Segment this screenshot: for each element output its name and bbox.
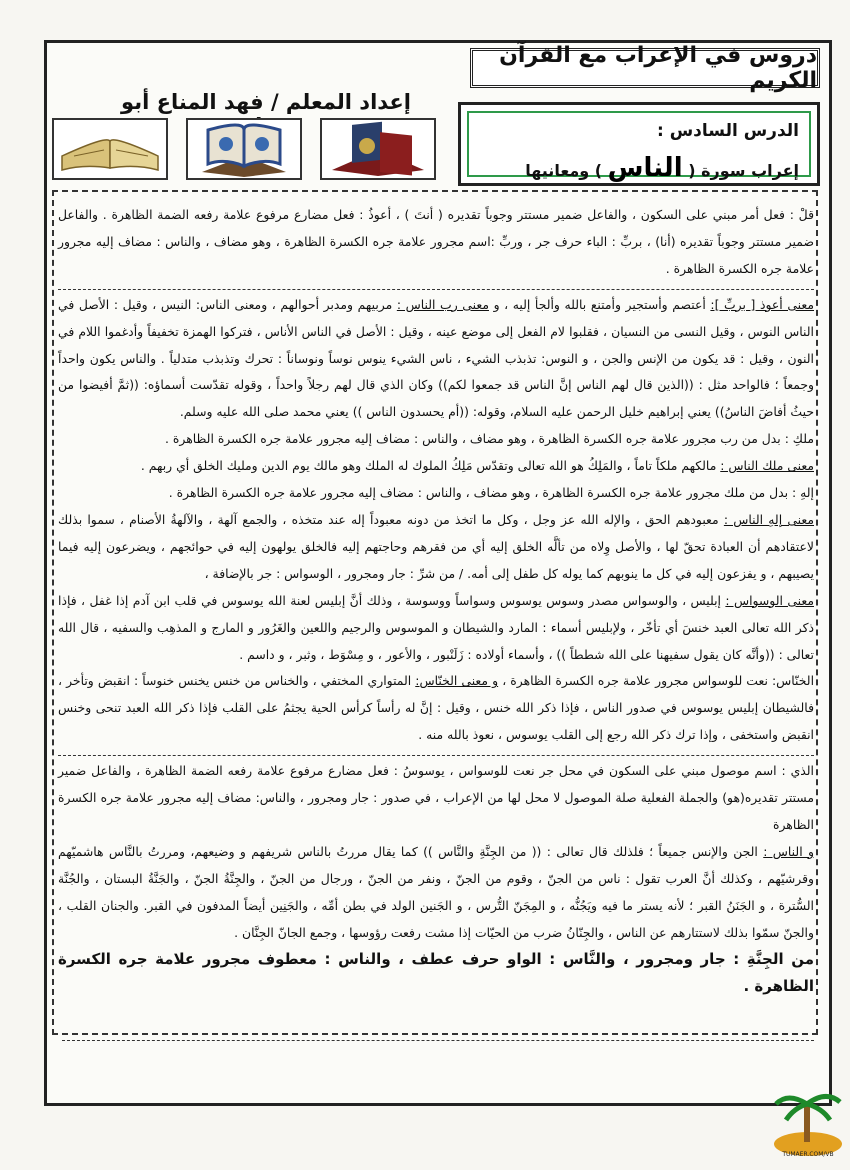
term-auth: معنى أعوذ [ بربِّ ]: <box>710 296 815 312</box>
term-khannas: و معنى الخنّاس: <box>415 673 499 689</box>
paragraph-5: إلهِ : بدل من ملك مجرور علامة جره الكسرة الظاهرة ، وهو مضاف ، والناس : مضاف إليه مجرور علامة جره الكسرة الظاهرة . <box>168 485 814 501</box>
paragraph-7 <box>58 588 814 669</box>
text: الخنّاس: نعت للوسواس مجرور علامة جره الكسرة الظاهرة ، <box>498 673 815 689</box>
text: أعتصم وأستجير وأمتنع بالله وألجأ إليه ، و <box>488 296 711 312</box>
paragraph-11: من الجِنَّةِ : جار ومجرور ، والنَّاس : الواو حرف عطف ، والناس : معطوف مجرور علامة جره الكسرة الظاهرة . <box>58 950 814 996</box>
quran-image-red <box>320 118 436 180</box>
paragraph-8 <box>58 668 814 749</box>
term-ilah: معنى إلهِ الناس : <box>723 511 815 527</box>
paragraph-6 <box>58 507 814 588</box>
paragraph-2 <box>58 292 814 427</box>
paragraph-9: الذي : اسم موصول مبني على السكون في محل جر نعت للوسواس ، يوسوسُ : فعل مضارع مرفوع علامة رفعه الضمة الظاهرة ، والفاعل ضمير مستتر تقديره(هو) والجملة الفعلية صلة الموصول لا محل لها من الإعراب ، في صدور : جار ومجرور ، والناس: مضاف إليه مجرور علامة جره الكسرة الظاهرة <box>58 763 814 832</box>
text: مالكهم ملكاً تاماً ، والمَلِكُ هو الله تعالى وتقدّس مَلِكُ الملوك له الملك وهو مالك يوم الدين ومليك الخلق أي ربهم . <box>140 458 721 474</box>
paragraph-10 <box>58 839 814 947</box>
paragraph-1: قلْ : فعل أمر مبني على السكون ، والفاعل ضمير مستتر وجوباً تقديره ( أنتَ ) ، أعوذُ : فعل مضارع مرفوع علامة رفعه الضمة الظاهرة . والفاعل ضمير مستتر وجوباً تقديره (أنا) ، بربِّ : الباء حرف جر ، وربِّ :اسم مجرور علامة جره الكسرة الظاهرة ، وهو مضاف ، والناس : مضاف إليه مجرور علامة جره الكسرة الظاهرة . <box>58 207 814 276</box>
site-logo <box>768 1082 846 1162</box>
page-title: دروس في الإعراب مع القرآن الكريم <box>499 43 817 93</box>
lesson-subtitle-pre: إعراب سورة ( <box>688 161 799 180</box>
text: الجن والإنس جميعاً ؛ فلذلك قال تعالى : (( من الجِنَّةِ والنَّاس )) كما يقال مررتُ بالناس شريفهم و وضيعهم، ومررتُ بالنَّاس هاشميّهم وقرشيّهم ، وكذلك أنَّ العرب تقول : ناس من الجنّ ، وقوم من الجنّ ، ونفر من الجنّ ، ورجال من الجنّ ، والجِنَّةُ الجنّ ، والجَنَّةُ البستان ، والجُنَّة السُّترة ، و الجَنَنُ القبر ؛ لأنه يستر ما فيه ويَجُنُّه ، و المِجَنّ التُّرس ، و الجَنين الولد في بطن أمِّه ، والجَنِين أيضاً المدفون في القبر. والجنان القلب ، والجنّ سمّوا بذلك لاستتارهم عن الناس ، والجِنّانُ ضرب من الحيّات إذا مشت رفعت رؤوسها ، وجمع الجانّ الجِنَّان . <box>58 843 814 940</box>
author-line: إعداد المعلم / فهد المناع أبو <box>121 90 411 114</box>
bottom-separator <box>62 1040 814 1041</box>
quran-image-open <box>52 118 168 180</box>
text: معبودهم الحق ، والإله الله عز وجل ، وكل ما اتخذ من دونه معبوداً إله عند متخذه ، والجمع آلهة ، والآلهةُ الأصنام ، سموا بذلك لاعتقادهم أن العبادة تحقّ لها ، والأصل وِلاه من تألَّه الخلق إليه أي من فقرهم وحاجتهم إليه فالخلق يولهون إليه في حوائجهم ، ويضرعون إليه فيما يصيبهم ، و يفزعون إليه في كل ما ينوبهم كما يوله كل طفل إلى أمه. / من شرِّ : جار ومجرور ، الوسواس : جر بالإضافة ، <box>58 511 814 581</box>
text: المتواري المختفي ، والخناس من خنس يخنس خنوساً : انقبض وتأخر ، فالشيطان إبليس يوسوس في صدور الناس ، فإذا ذكر الله خنس ، وقيل : إنَّ له رأساً كرأس الحية يجثمُ على القلب فإذا ذكر الله العبد تنحى وخنس انقبض واستخفى ، وإذا ترك ذكر الله رجع إلى القلب يوسوس ، نعوذ بالله منه . <box>58 673 814 743</box>
lesson-content <box>58 202 814 1000</box>
quran-image-blue <box>186 118 302 180</box>
lesson-inner <box>467 111 811 183</box>
text: مربيهم ومدبر أحوالهم ، ومعنى الناس: النيس ، وقيل : الأصل في الناس النوس ، وقيل النسى من النسيان ، فقلبوا لام الفعل إلى موضع عينه ، وقيل : الأصل في الناس الأناس ، فتركوا الهمزة تخفيفاً وأدغموا اللام في النون ، وقيل : قد يكون من الإنس والجن ، و النوس: تذبذب الشيء ، ناس الشيء ينوس نوساً ونوساناً : تحرك وتذبذب متدلياً . والناس يكون واحداً وجمعاً ؛ فالواحد مثل : ((الذين قال لهم الناس إنَّ الناس قد جمعوا لكم)) وكان الذي قال لهم رجلاً واحداً ، وقوله تقدّست أسماؤه: ((ثمَّ أفيضوا من حيثُ أفاضَ الناسُ)) يعني إبراهيم خليل الرحمن عليه السلام، وقوله: ((أم يحسدون الناس )) يعني محمد صلى الله عليه وسلم. <box>58 296 814 420</box>
quran-blue-icon <box>188 120 300 178</box>
surah-name: الناس <box>607 153 683 183</box>
separator <box>58 749 814 756</box>
term-rab: معنى رب الناس : <box>396 296 489 312</box>
quran-open-icon <box>54 120 166 178</box>
quran-red-icon <box>322 120 434 178</box>
lesson-box <box>458 102 820 186</box>
term-malik: معنى ملك الناس : <box>720 458 814 474</box>
term-nas: و الناس : <box>763 843 814 859</box>
lesson-subtitle-post: ) ومعانيها <box>525 161 603 180</box>
title-box <box>470 43 820 93</box>
palm-logo-icon <box>768 1082 846 1162</box>
logo-text: TUMAER.COM/VB <box>782 1151 834 1158</box>
text: إبليس ، والوسواس مصدر وسوس يوسوس وسواساً ووسوسة ، وذلك أنَّ إبليس لعنة الله يوسوس في قلب ابن آدم إذا غفل ، فإذا ذكر الله تعالى العبد خنسَ أي تأخّر ، ولإبليس أسماء : المارد والشيطان و الموسوس والرجيم واللعين والغَرُور و المارج و المذهِب والسفيه ، قال الله تعالى : ((وأنَّه كان يقول سفيهنا على الله شططاً )) ، وأسماء أولاده : زَلَنْبور ، والأعور ، و مِسْوَط ، وثبر ، و داسم . <box>58 592 814 662</box>
paragraph-4 <box>58 453 814 480</box>
separator <box>58 283 814 290</box>
lesson-subtitle <box>525 153 799 183</box>
term-waswas: معنى الوسواس : <box>725 592 814 608</box>
paragraph-3: ملكِ : بدل من رب مجرور علامة جره الكسرة الظاهرة ، وهو مضاف ، والناس : مضاف إليه مجرور علامة جره الكسرة الظاهرة . <box>164 431 814 447</box>
lesson-number: الدرس السادس : <box>657 121 799 141</box>
